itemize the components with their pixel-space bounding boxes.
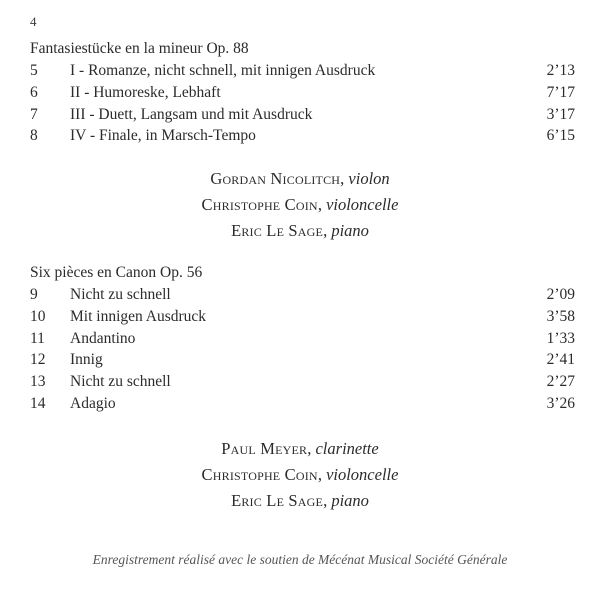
track-title: Andantino [70, 329, 136, 347]
track-duration: 3’26 [546, 394, 575, 412]
track-row [30, 306, 575, 328]
track-number: 14 [30, 394, 46, 412]
track-title: Nicht zu schnell [70, 286, 171, 303]
performers-block [0, 166, 600, 244]
performer-line: Eric Le Sage, piano [231, 221, 369, 240]
performer-instrument: violon [348, 169, 390, 188]
track-number: 7 [30, 105, 38, 123]
performer-name: Eric Le Sage [231, 221, 324, 240]
track-duration: 2’13 [546, 62, 575, 79]
track-duration: 1’33 [546, 329, 575, 347]
performer-line: Paul Meyer, clarinette [221, 439, 379, 458]
track-number: 11 [30, 329, 45, 347]
work-title: Six pièces en Canon Op. 56 [30, 264, 203, 281]
track-title: II - Humoreske, Lebhaft [70, 83, 221, 101]
track-title: Nicht zu schnell [70, 373, 171, 391]
track-row [30, 328, 575, 350]
track-row [30, 82, 575, 104]
track-number: 13 [30, 373, 46, 391]
track-row [30, 125, 575, 147]
track-duration: 2’09 [546, 286, 575, 303]
performer-line: Gordan Nicolitch, violon [210, 169, 390, 188]
performer-instrument: piano [331, 491, 369, 510]
performer-line: Christophe Coin, violoncelle [201, 195, 399, 214]
track-duration: 2’27 [546, 373, 575, 391]
performer-instrument: violoncelle [326, 195, 399, 214]
track-title: Adagio [70, 394, 116, 412]
performer-name: Eric Le Sage [231, 491, 324, 510]
track-title: IV - Finale, in Marsch-Tempo [70, 127, 256, 145]
performer-instrument: clarinette [315, 439, 379, 458]
track-title: Mit innigen Ausdruck [70, 307, 207, 325]
performer-name: Christophe Coin [201, 465, 318, 484]
performer-name: Gordan Nicolitch [210, 169, 341, 188]
track-title: III - Duett, Langsam und mit Ausdruck [70, 105, 313, 123]
track-row [30, 349, 575, 371]
track-number: 9 [30, 286, 38, 303]
track-duration: 7’17 [546, 83, 575, 101]
track-row [30, 371, 575, 393]
work-section-canon [30, 262, 575, 415]
track-number: 6 [30, 83, 38, 101]
performers-block [0, 436, 600, 514]
track-row [30, 60, 575, 82]
performer-line: Christophe Coin, violoncelle [201, 465, 399, 484]
performer-instrument: piano [331, 221, 369, 240]
performer-instrument: violoncelle [326, 465, 399, 484]
track-duration: 3’17 [546, 105, 575, 123]
page-number: 4 [30, 14, 37, 29]
work-section-fantasiestucke [30, 38, 575, 147]
sponsor-note: Enregistrement réalisé avec le soutien de Mécénat Musical Société Générale [92, 552, 508, 567]
track-row [30, 284, 575, 306]
track-number: 5 [30, 62, 38, 79]
track-duration: 3’58 [546, 307, 575, 325]
work-title: Fantasiestücke en la mineur Op. 88 [30, 40, 249, 57]
performer-name: Paul Meyer [221, 439, 308, 458]
track-duration: 2’41 [546, 351, 575, 369]
track-title: Innig [70, 351, 103, 369]
track-number: 8 [30, 127, 38, 145]
performer-line: Eric Le Sage, piano [231, 491, 369, 510]
track-duration: 6’15 [546, 127, 575, 145]
track-row [30, 104, 575, 126]
track-title: I - Romanze, nicht schnell, mit innigen Ausdruck [70, 62, 376, 79]
track-number: 10 [30, 307, 46, 325]
track-number: 12 [30, 351, 46, 369]
performer-name: Christophe Coin [201, 195, 318, 214]
track-row [30, 393, 575, 415]
